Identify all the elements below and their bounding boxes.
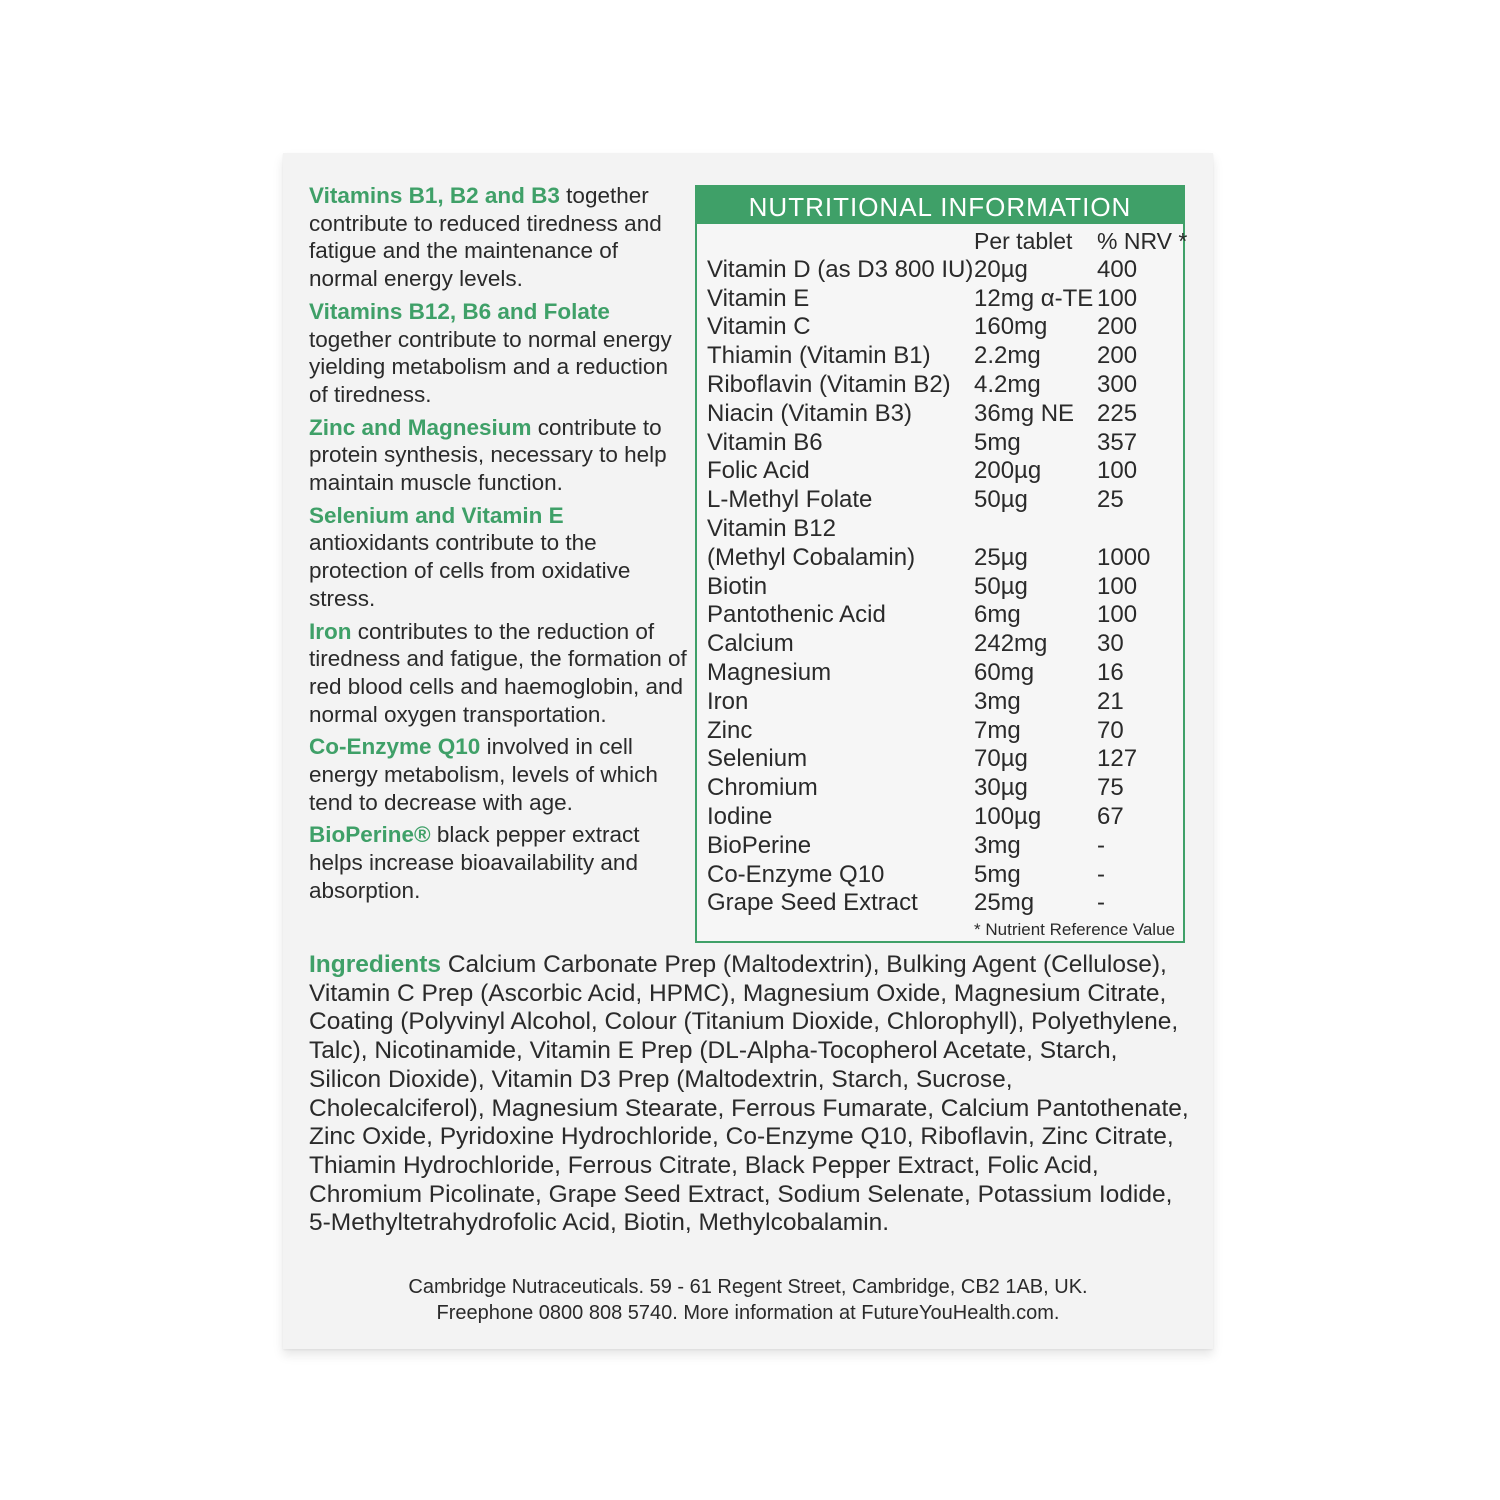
nutrient-amount: 60mg [974, 658, 1035, 686]
nutrient-nrv: 127 [1097, 745, 1138, 773]
nutrition-row [697, 457, 1183, 486]
claim-iron: Iron contributes to the reduction of tiredness and fatigue, the formation of red blood cells and haemoglobin, and normal oxygen transportation. [309, 618, 687, 727]
contact-phone-web: Freephone 0800 808 5740. More information at FutureYouHealth.com. [436, 1302, 1060, 1324]
nutrient-nrv: 200 [1097, 313, 1138, 341]
nutrition-row [697, 861, 1183, 890]
nutrient-amount: 20µg [974, 255, 1028, 283]
nutrient-amount: 242mg [974, 630, 1048, 658]
nutrient-name: Folic Acid [707, 457, 810, 485]
health-claims [309, 182, 689, 910]
nutrient-amount: 50µg [974, 572, 1028, 600]
nutrition-header-row [697, 227, 1188, 256]
nutrient-nrv: 21 [1097, 687, 1124, 715]
nutrient-name: Zinc [707, 716, 753, 744]
nutrient-name: Biotin [707, 572, 768, 600]
nutrient-name: Vitamin B6 [707, 428, 823, 456]
nutrient-amount: 25mg [974, 889, 1035, 917]
nutrient-name: (Methyl Cobalamin) [707, 543, 916, 571]
nutrient-nrv: - [1097, 889, 1105, 917]
nutrient-nrv: 30 [1097, 630, 1124, 658]
nutrient-nrv: 1000 [1097, 543, 1151, 571]
contact-address: Cambridge Nutraceuticals. 59 - 61 Regent Street, Cambridge, CB2 1AB, UK. [408, 1276, 1088, 1298]
nutrition-row [697, 803, 1183, 832]
nutrition-table [695, 185, 1188, 943]
nutrient-amount: 2.2mg [974, 342, 1041, 370]
nutrient-nrv: 25 [1097, 486, 1124, 514]
nutrient-name: Vitamin E [707, 284, 810, 312]
nutrient-name: Vitamin C [707, 313, 811, 341]
nutrient-amount: 4.2mg [974, 370, 1041, 398]
nutrient-nrv: 67 [1097, 802, 1124, 830]
nutrient-amount: 7mg [974, 716, 1021, 744]
nutrient-amount: 50µg [974, 486, 1028, 514]
nutrient-amount: 70µg [974, 745, 1028, 773]
nutrient-nrv: - [1097, 860, 1105, 888]
nutrition-row [697, 429, 1183, 458]
nutrition-row [697, 515, 1183, 544]
nutrient-amount: 160mg [974, 313, 1048, 341]
nutrient-name: Pantothenic Acid [707, 601, 886, 629]
nrv-header: % NRV * [1097, 228, 1188, 254]
nutrient-amount: 100µg [974, 802, 1042, 830]
nutrient-nrv: 100 [1097, 601, 1138, 629]
claim-coq10: Co-Enzyme Q10 involved in cell energy metabolism, levels of which tend to decrease with age. [309, 734, 658, 815]
nutrition-row [697, 256, 1183, 285]
nutrient-amount: 25µg [974, 543, 1028, 571]
nutrient-amount: 200µg [974, 457, 1042, 485]
nutrient-name: Calcium [707, 630, 794, 658]
claim-b-vitamins: Vitamins B1, B2 and B3 together contribute to reduced tiredness and fatigue and the maintenance of normal energy levels. [309, 183, 662, 292]
nutrient-amount: 3mg [974, 687, 1021, 715]
nutrition-row [697, 313, 1183, 342]
nutrient-amount: 3mg [974, 831, 1021, 859]
nutrient-nrv: 70 [1097, 716, 1124, 744]
nutrition-row [697, 573, 1183, 602]
nutrient-name: Niacin (Vitamin B3) [707, 399, 912, 427]
nutrient-name: Vitamin B12 [707, 514, 836, 542]
nutrient-amount: 5mg [974, 860, 1021, 888]
nutrient-amount: 5mg [974, 428, 1021, 456]
nutrient-name: Selenium [707, 745, 808, 773]
nutrition-rows [697, 256, 1183, 918]
nutrient-amount: 6mg [974, 601, 1021, 629]
ingredients-label: Ingredients [309, 951, 442, 978]
claim-zinc-magnesium: Zinc and Magnesium contribute to protein synthesis, necessary to help maintain muscle function. [309, 414, 667, 496]
ingredients-text: Calcium Carbonate Prep (Maltodextrin), Bulking Agent (Cellulose), Vitamin C Prep (Ascorbic Acid, HPMC), Magnesium Oxide, Magnesium Citrate, Coating (Polyvinyl Alcohol, Colour (Titanium Dioxide, Chlorophyll), Polyethylene, Talc), Nicotinamide, Vitamin E Prep (DL-Alpha-Tocopherol Acetate, Starch, Silicon Dioxide), Vitamin D3 Prep (Maltodextrin, Starch, Sucrose, Cholecalciferol), Magnesium Stearate, Ferrous Fumarate, Calcium Pantothenate, Zinc Oxide, Pyridoxine Hydrochloride, Co-Enzyme Q10, Riboflavin, Zinc Citrate, Thiamin Hydrochloride, Ferrous Citrate, Black Pepper Extract, Folic Acid, Chromium Picolinate, Grape Seed Extract, Sodium Selenate, Potassium Iodide, 5-Methyltetrahydrofolic Acid, Biotin, Methylcobalamin. [309, 951, 1189, 1237]
nutrition-row [697, 630, 1183, 659]
nutrition-row [697, 745, 1183, 774]
claim-folate: Vitamins B12, B6 and Folate together contribute to normal energy yielding metabolism and a reduction of tiredness. [309, 298, 672, 407]
nutrition-title: NUTRITIONAL INFORMATION [697, 187, 1183, 224]
nutrient-name: Iodine [707, 802, 773, 830]
nutrient-nrv: 357 [1097, 428, 1138, 456]
nutrition-row [697, 285, 1183, 314]
nutrient-amount: 12mg α-TE [974, 284, 1094, 312]
nutrition-row [697, 774, 1183, 803]
nutrient-name: Grape Seed Extract [707, 889, 918, 917]
nutrition-row [697, 832, 1183, 861]
nutrient-name: BioPerine [707, 831, 812, 859]
contact-info [283, 1274, 1213, 1326]
nutrient-nrv: 100 [1097, 284, 1138, 312]
nutrition-row [697, 601, 1183, 630]
nutrient-name: L-Methyl Folate [707, 486, 873, 514]
nutrient-nrv: 100 [1097, 457, 1138, 485]
nutrient-nrv: 75 [1097, 774, 1124, 802]
nutrient-nrv: 100 [1097, 572, 1138, 600]
nutrient-nrv: 225 [1097, 399, 1138, 427]
claim-selenium: Selenium and Vitamin E antioxidants contribute to the protection of cells from oxidative stress. [309, 502, 631, 611]
claim-bioperine: BioPerine® black pepper extract helps increase bioavailability and absorption. [309, 822, 640, 903]
per-tablet-header: Per tablet [974, 228, 1073, 254]
nutrition-row [697, 659, 1183, 688]
nutrient-name: Riboflavin (Vitamin B2) [707, 370, 951, 398]
nutrition-row [697, 400, 1183, 429]
nutrient-name: Magnesium [707, 658, 832, 686]
nutrition-row [697, 342, 1183, 371]
nutrient-nrv: - [1097, 831, 1105, 859]
nutrient-name: Thiamin (Vitamin B1) [707, 342, 931, 370]
nutrition-row [697, 371, 1183, 400]
nutrition-row [697, 889, 1183, 918]
nutrient-nrv: 400 [1097, 255, 1138, 283]
nutrition-row [697, 688, 1183, 717]
nutrition-row [697, 486, 1183, 515]
nutrient-name: Chromium [707, 774, 818, 802]
nutrient-nrv: 200 [1097, 342, 1138, 370]
nutrient-name: Co-Enzyme Q10 [707, 860, 885, 888]
nrv-footnote: * Nutrient Reference Value [974, 920, 1175, 939]
nutrient-name: Vitamin D (as D3 800 IU) [707, 255, 974, 283]
nutrient-name: Iron [707, 687, 749, 715]
nutrition-row [697, 544, 1183, 573]
nutrient-amount: 36mg NE [974, 399, 1075, 427]
nutrient-nrv: 16 [1097, 658, 1124, 686]
nutrition-row [697, 717, 1183, 746]
nutrient-amount: 30µg [974, 774, 1028, 802]
ingredients [309, 951, 1189, 1238]
nutrient-nrv: 300 [1097, 370, 1138, 398]
